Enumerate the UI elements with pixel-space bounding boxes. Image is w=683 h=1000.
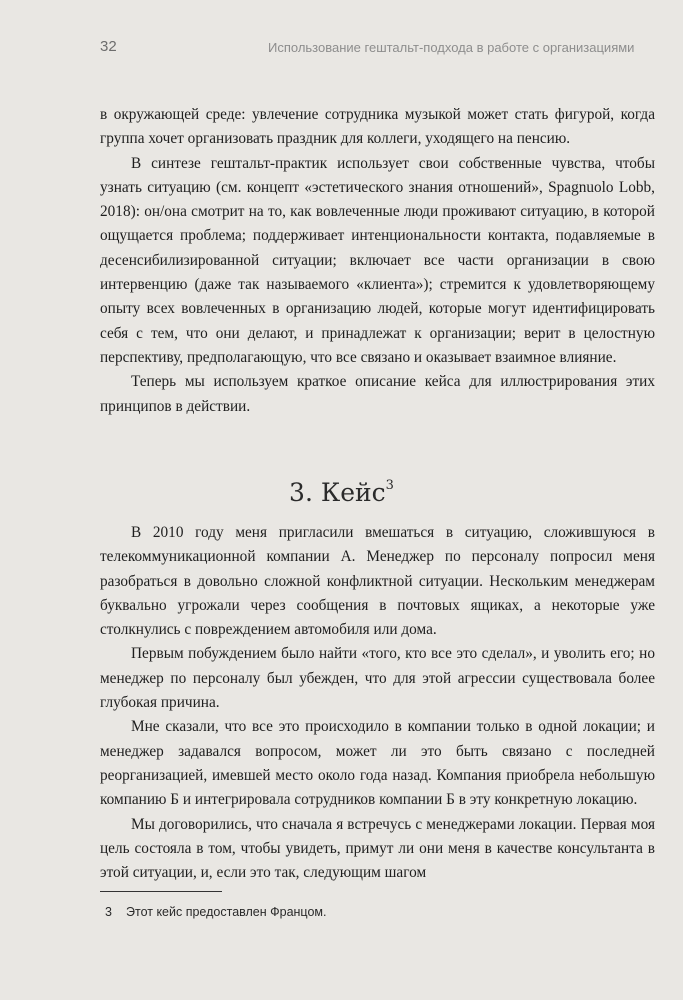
paragraph: Теперь мы используем краткое описание кейса для иллюстрирования этих принципов в действии. <box>100 373 655 415</box>
paragraph: В 2010 году меня пригласили вмешаться в ситуацию, сложившуюся в телекоммуникационной компании А. Менеджер по персоналу попросил меня разобраться в довольно сложной конфликтной ситуации. Нескольким менеджерам буквально угрожали через сообщения в почтовых ящиках, а некоторые уже столкнулись с повреждением автомобиля или дома. <box>100 524 655 639</box>
footnote <box>105 905 326 919</box>
footnote-text: Этот кейс предоставлен Францом. <box>126 905 327 919</box>
intro-text <box>100 103 655 419</box>
paragraph: Мы договорились, что сначала я встречусь с менеджерами локации. Первая моя цель состояла в том, чтобы увидеть, примут ли они меня в качестве консультанта в этой ситуации, и, если это так, следующим шагом <box>100 815 655 882</box>
paragraph: в окружающей среде: увлечение сотрудника музыкой может стать фигурой, когда группа хочет организовать праздник для коллеги, уходящего на пенсию. <box>100 106 655 148</box>
case-text <box>100 521 655 885</box>
footnote-reference[interactable]: 3 <box>385 478 394 493</box>
paragraph: Первым побуждением было найти «того, кто все это сделал», и уволить его; но менеджер по персоналу был убежден, что для этой агрессии существовала более глубокая причина. <box>100 645 655 712</box>
section-heading <box>0 478 683 507</box>
running-head: Использование гештальт-подхода в работе с организациями <box>268 40 635 55</box>
page-number: 32 <box>100 38 117 55</box>
paragraph: В синтезе гештальт-практик использует свои собственные чувства, чтобы узнать ситуацию (см. концепт «эстетического знания отношений», Spagnuolo Lobb, 2018): он/она смотрит на то, как вовлеченные люди проживают ситуацию, в которой ощущается проблема; поддерживает интенциональности контакта, подавляемые в десенсибилизированной ситуации; включает все части организации в свою интервенцию (даже так называемого «клиента»); стремится к удовлетворяющему опыту всех вовлеченных в организацию людей, которые могут идентифицировать себя с тем, что они делают, и принадлежат к организации; верит в целостную перспективу, предполагающую, что все связано и оказывает взаимное влияние. <box>100 154 655 366</box>
footnote-number: 3 <box>105 905 112 919</box>
paragraph: Мне сказали, что все это происходило в компании только в одной локации; и менеджер задавался вопросом, может ли это быть связано с последней реорганизацией, имевшей место около года назад. Компания приобрела небольшую компанию Б и интегрировала сотрудников компании Б в эту конкретную локацию. <box>100 718 655 809</box>
section-title: 3. Кейс <box>289 478 386 507</box>
footnote-divider <box>100 891 222 892</box>
